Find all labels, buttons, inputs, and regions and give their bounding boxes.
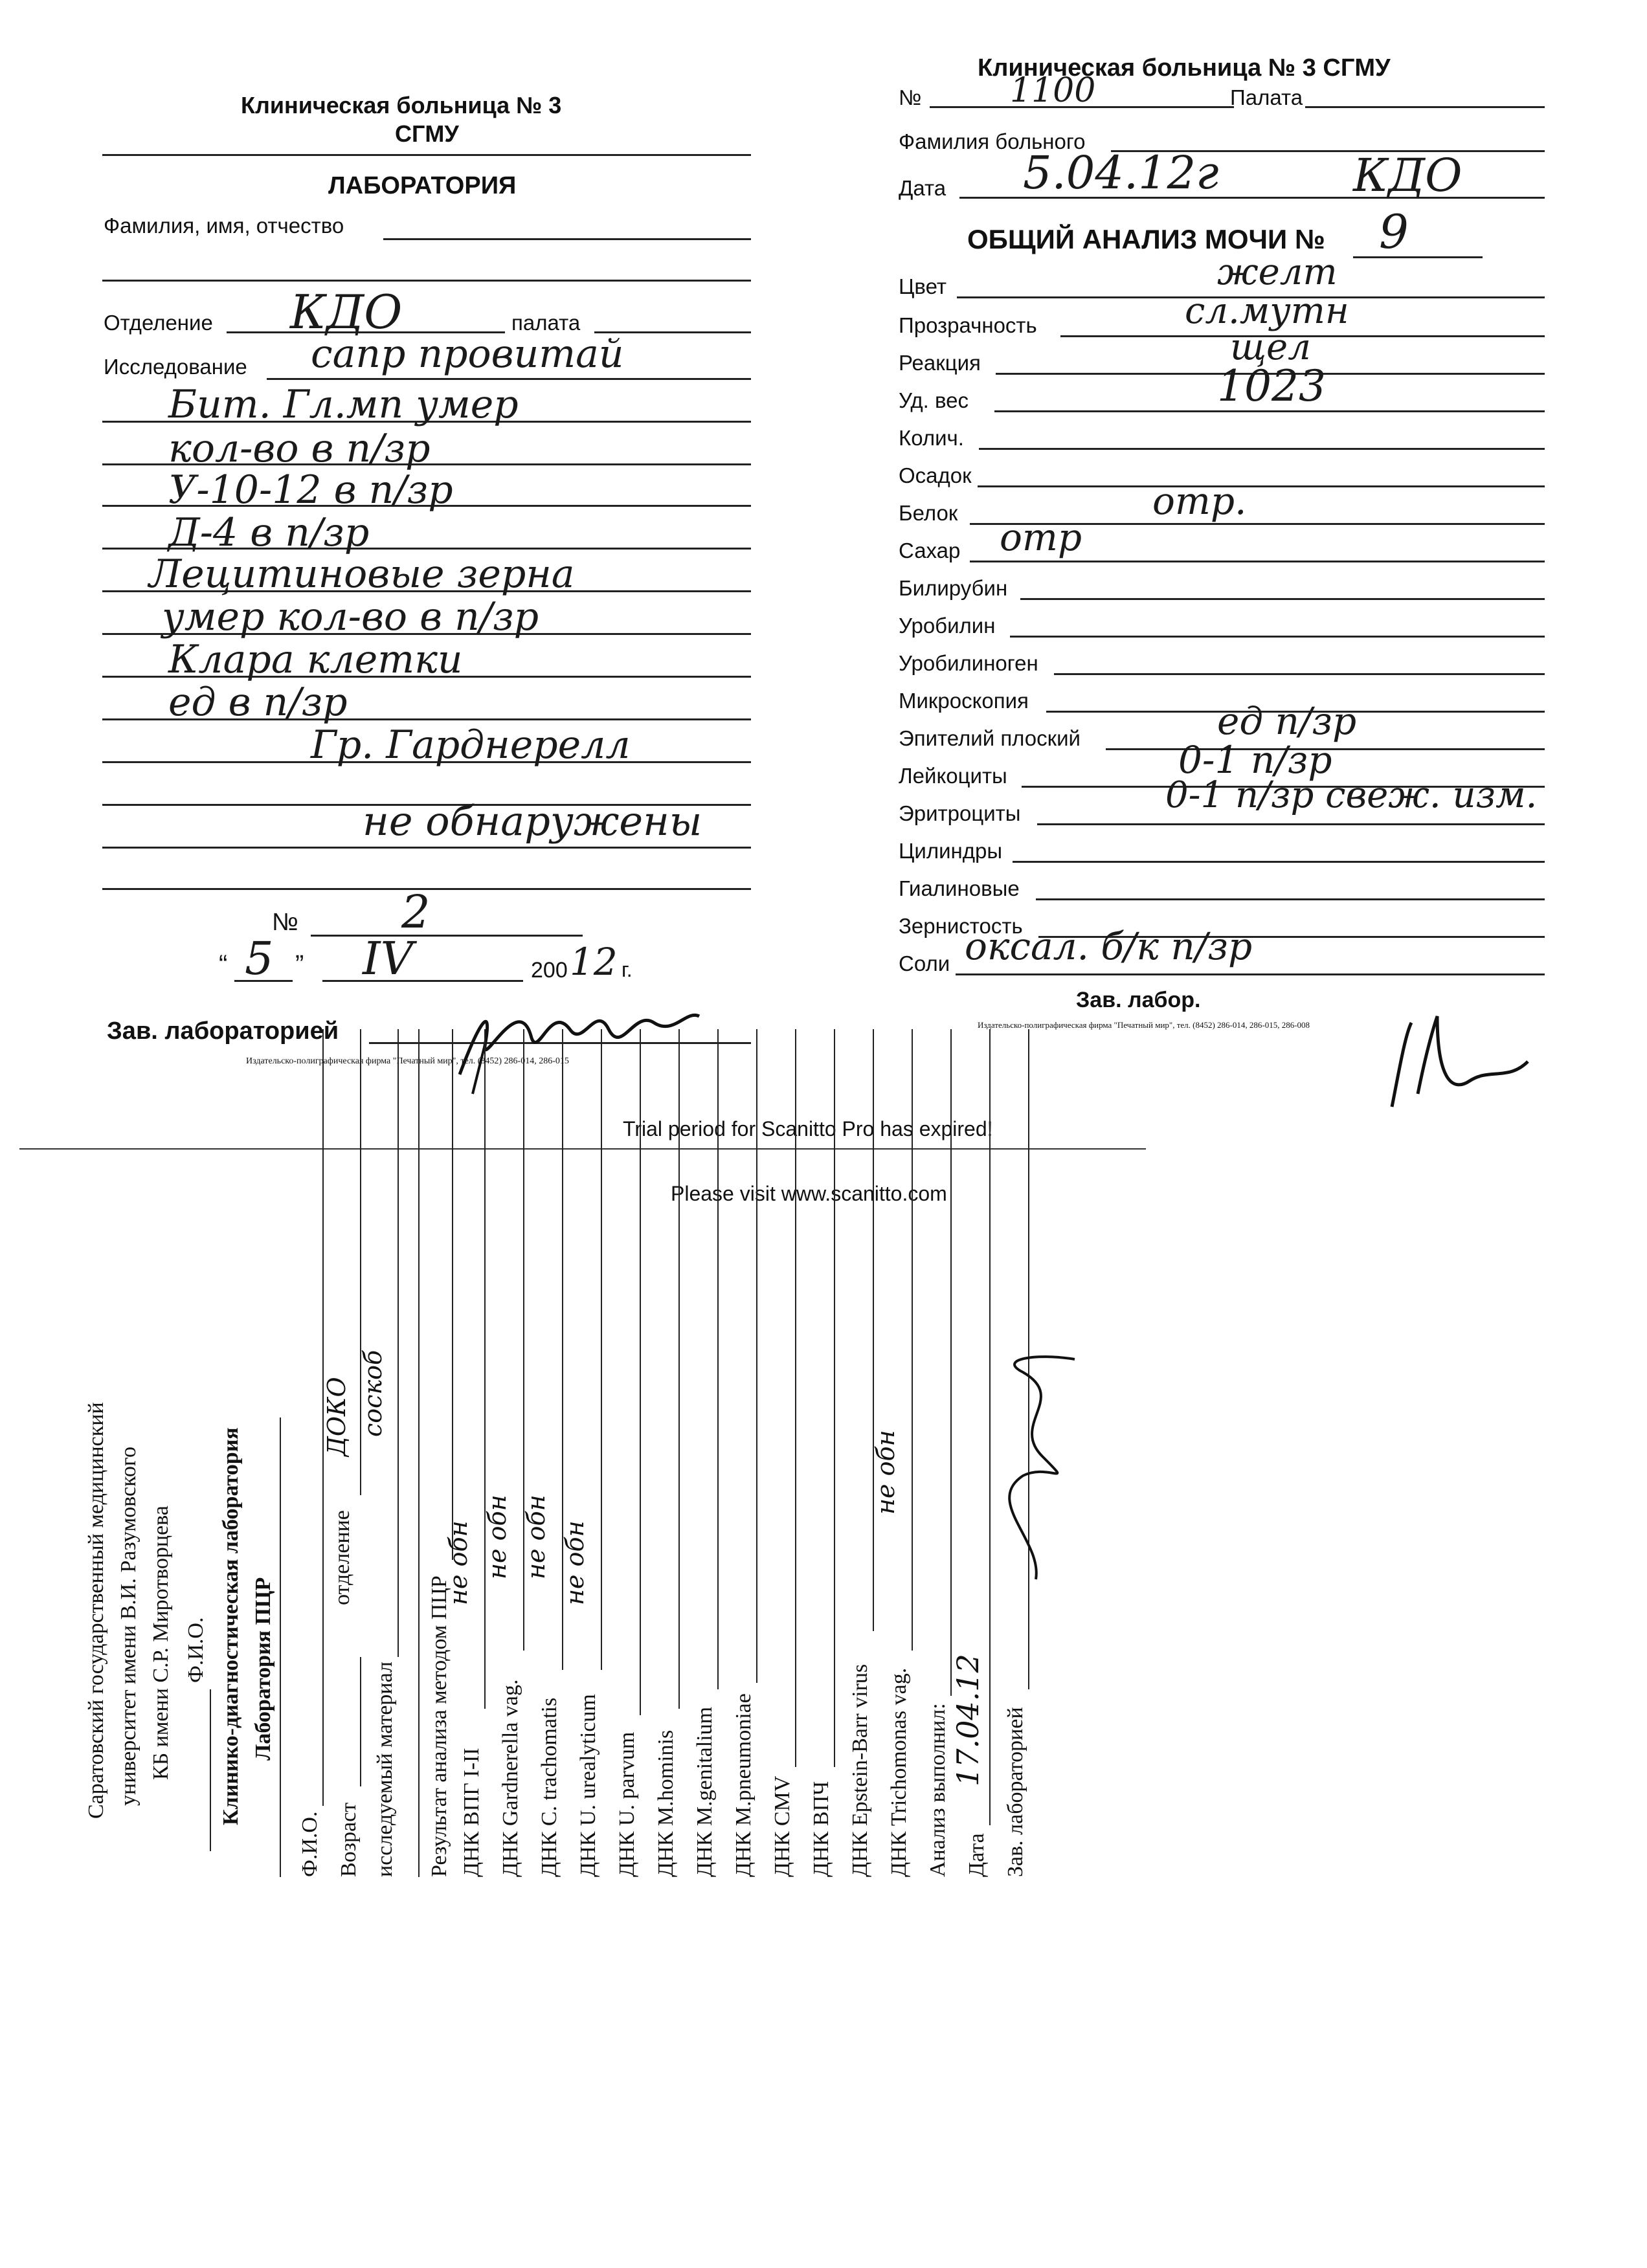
field-label-salts: Соли xyxy=(899,951,950,975)
pcr-age-line xyxy=(360,1657,361,1786)
pcr-row-value: не обн xyxy=(444,1520,473,1605)
date-month: IV xyxy=(363,932,414,985)
pcr-row-label: ДНК M.genitalium xyxy=(693,1706,717,1877)
field-label-reaction: Реакция xyxy=(899,351,981,375)
handwritten-line: не обнаружены xyxy=(363,797,702,845)
trial-watermark: Trial period for Scanitto Pro has expired! xyxy=(623,1117,993,1140)
field-label-bilirubin: Билирубин xyxy=(899,576,1008,600)
pcr-fio-top-label: Ф.И.О. xyxy=(184,1617,208,1683)
field-label-leukocytes: Лейкоциты xyxy=(899,764,1007,788)
pcr-row-label: ДНК M.hominis xyxy=(654,1729,678,1877)
field-value-sugar: отр xyxy=(1000,515,1082,559)
pcr-fio-top-line xyxy=(210,1689,211,1851)
pcr-fio-label: Ф.И.О. xyxy=(298,1811,322,1877)
dept-value: КДО xyxy=(290,285,403,339)
pcr-university-line: Саратовский государственный медицинский xyxy=(84,1402,108,1819)
urinalysis-title: ОБЩИЙ АНАЛИЗ МОЧИ № xyxy=(967,224,1325,254)
left-lab-title: ЛАБОРАТОРИЯ xyxy=(328,172,517,199)
pcr-row-line xyxy=(873,1029,874,1631)
pcr-done-label: Анализ выполнил: xyxy=(926,1703,950,1877)
right-head-label: Зав. лабор. xyxy=(1076,988,1201,1012)
number-label: № xyxy=(272,909,298,936)
handwritten-line: У-10-12 в п/зр xyxy=(168,467,453,513)
pcr-divider xyxy=(280,1418,281,1877)
pcr-result-line xyxy=(452,1029,453,1560)
pcr-form xyxy=(52,0,1647,1877)
handwritten-line: Гр. Гарднерелл xyxy=(311,722,631,768)
quote-mark: “ xyxy=(219,950,228,979)
dept-label: Отделение xyxy=(104,311,213,335)
pcr-row-line xyxy=(756,1029,757,1683)
pcr-row-value: не обн xyxy=(483,1495,511,1579)
pcr-signature xyxy=(945,1346,1120,1592)
field-value-color: желт xyxy=(1217,251,1338,293)
field-value-specific-gravity: 1023 xyxy=(1217,361,1326,411)
pcr-row-label: ДНК Gardnerella vag. xyxy=(499,1679,522,1877)
pcr-row-label: ДНК ВПЧ xyxy=(809,1781,833,1877)
pcr-row-label: ДНК C. trachomatis xyxy=(537,1697,561,1877)
number-value: 2 xyxy=(401,885,431,939)
date-year-prefix: 200 xyxy=(531,958,568,983)
pcr-lab-subtitle: Лаборатория ПЦР xyxy=(251,1577,275,1761)
left-hospital-university: СГМУ xyxy=(395,120,459,147)
handwritten-line: Бит. Гл.мп умер xyxy=(168,382,519,427)
head-of-lab-label: Зав. лабораторией xyxy=(107,1017,339,1045)
field-value-reaction: щел xyxy=(1230,326,1311,368)
date-day: 5 xyxy=(245,932,274,985)
pcr-row-line xyxy=(601,1029,602,1670)
field-label-squamous-epithelium: Эпителий плоский xyxy=(899,726,1081,750)
pcr-row-label: ДНК Epstein-Barr virus xyxy=(848,1663,872,1877)
field-label-hyaline: Гиалиновые xyxy=(899,876,1020,900)
left-hospital-name: Клиническая больница № 3 xyxy=(241,92,562,118)
right-date-value: 5.04.12г xyxy=(1023,146,1219,199)
pcr-university-line: университет имени В.И. Разумовского xyxy=(117,1447,140,1806)
pcr-row-label: ДНК U. parvum xyxy=(615,1731,639,1877)
pcr-university-line: КБ имени С.Р. Миротворцева xyxy=(149,1506,173,1780)
handwritten-line: Лецитиновые зерна xyxy=(149,551,575,597)
field-label-quantity: Колич. xyxy=(899,426,964,450)
right-dept-value: КДО xyxy=(1353,149,1462,202)
pcr-lab-title: Клинико-диагностическая лаборатория xyxy=(219,1427,243,1825)
right-number-value: 1100 xyxy=(1010,71,1096,110)
date-year: 12 xyxy=(570,940,618,984)
pcr-material-value: соскоб xyxy=(359,1350,387,1437)
handwritten-line: умер кол-во в п/зр xyxy=(162,594,539,639)
pcr-material-label: исследуемый материал xyxy=(373,1662,397,1877)
field-value-protein: отр. xyxy=(1152,479,1247,523)
pcr-dept-value: ДОКО xyxy=(322,1377,351,1456)
urinalysis-number: 9 xyxy=(1379,205,1409,259)
pcr-row-line xyxy=(717,1029,719,1689)
pcr-row-value: не обн xyxy=(561,1520,589,1605)
pcr-date-value: 17.04.12 xyxy=(950,1654,985,1786)
pcr-row-label: ДНК ВПГ I-II xyxy=(460,1748,484,1877)
pcr-row-line xyxy=(834,1029,835,1767)
pcr-head-label: Зав. лабораторией xyxy=(1003,1707,1027,1877)
field-label-sugar: Сахар xyxy=(899,539,961,562)
study-label: Исследование xyxy=(104,355,247,379)
printer-credit: Издательско-полиграфическая фирма "Печатный мир", тел. (8452) 286-014, 286-015 xyxy=(246,1056,569,1066)
handwritten-line: Клара клетки xyxy=(168,637,463,682)
pcr-dept-label: отделение xyxy=(330,1510,354,1605)
pcr-row-label: ДНК CMV xyxy=(770,1775,794,1877)
field-value-squamous-epithelium: ед п/зр xyxy=(1217,699,1357,743)
handwritten-line: кол-во в п/зр xyxy=(168,426,431,471)
handwritten-line: Д-4 в п/зр xyxy=(168,510,370,555)
right-ward-label: Палата xyxy=(1230,85,1303,109)
field-label-protein: Белок xyxy=(899,501,958,525)
pcr-result-label: Результат анализа методом ПЦР xyxy=(427,1575,451,1877)
pcr-row-value: не обн xyxy=(522,1495,550,1579)
scanitto-watermark: Please visit www.scanitto.com xyxy=(671,1182,947,1205)
pcr-age-label: Возраст xyxy=(337,1802,361,1877)
pcr-row-line xyxy=(640,1029,641,1715)
pcr-row-line xyxy=(795,1029,796,1767)
field-label-microscopy: Микроскопия xyxy=(899,689,1029,713)
pcr-row-label: ДНК M.pneumoniae xyxy=(732,1693,756,1877)
pcr-row-line xyxy=(678,1029,680,1709)
patient-label: Фамилия больного xyxy=(899,129,1086,153)
field-label-casts: Цилиндры xyxy=(899,839,1003,863)
right-number-label: № xyxy=(899,85,922,109)
pcr-row-line xyxy=(912,1029,913,1651)
field-value-clarity: сл.мутн xyxy=(1185,290,1349,332)
right-printer-credit: Издательско-полиграфическая фирма "Печатный мир", тел. (8452) 286-014, 286-015, 286-008 xyxy=(978,1020,1310,1030)
handwritten-line: сапр провитай xyxy=(311,331,624,377)
field-value-salts: оксал. б/к п/зр xyxy=(965,924,1253,968)
pcr-material-line xyxy=(398,1029,399,1657)
field-label-sediment: Осадок xyxy=(899,463,972,487)
handwritten-line: ед в п/зр xyxy=(168,680,348,725)
pcr-row-line xyxy=(484,1029,486,1709)
right-date-label: Дата xyxy=(899,176,947,200)
pcr-row-value: не обн xyxy=(871,1430,900,1515)
pcr-row-label: ДНК Trichomonas vag. xyxy=(887,1667,911,1877)
field-label-urobilinogen: Уробилиноген xyxy=(899,651,1038,675)
field-value-leukocytes: 0-1 п/зр xyxy=(1178,738,1332,782)
field-label-granular: Зернистость xyxy=(899,914,1023,938)
right-hospital-name: Клиническая больница № 3 СГМУ xyxy=(978,54,1391,82)
field-value-erythrocytes: 0-1 п/зр свеж. изм. xyxy=(1165,774,1538,816)
ward-label: палата xyxy=(511,311,581,335)
field-label-color: Цвет xyxy=(899,274,947,298)
pcr-row-label: ДНК U. urealyticum xyxy=(576,1694,600,1877)
field-label-erythrocytes: Эритроциты xyxy=(899,801,1021,825)
field-label-clarity: Прозрачность xyxy=(899,313,1037,337)
field-label-urobilin: Уробилин xyxy=(899,614,996,638)
date-suffix: г. xyxy=(622,958,633,981)
pcr-date-label: Дата xyxy=(965,1833,989,1877)
pcr-divider xyxy=(418,1029,420,1877)
quote-mark: ” xyxy=(295,950,304,979)
fio-label: Фамилия, имя, отчество xyxy=(104,214,344,238)
field-label-specific-gravity: Уд. вес xyxy=(899,388,969,412)
